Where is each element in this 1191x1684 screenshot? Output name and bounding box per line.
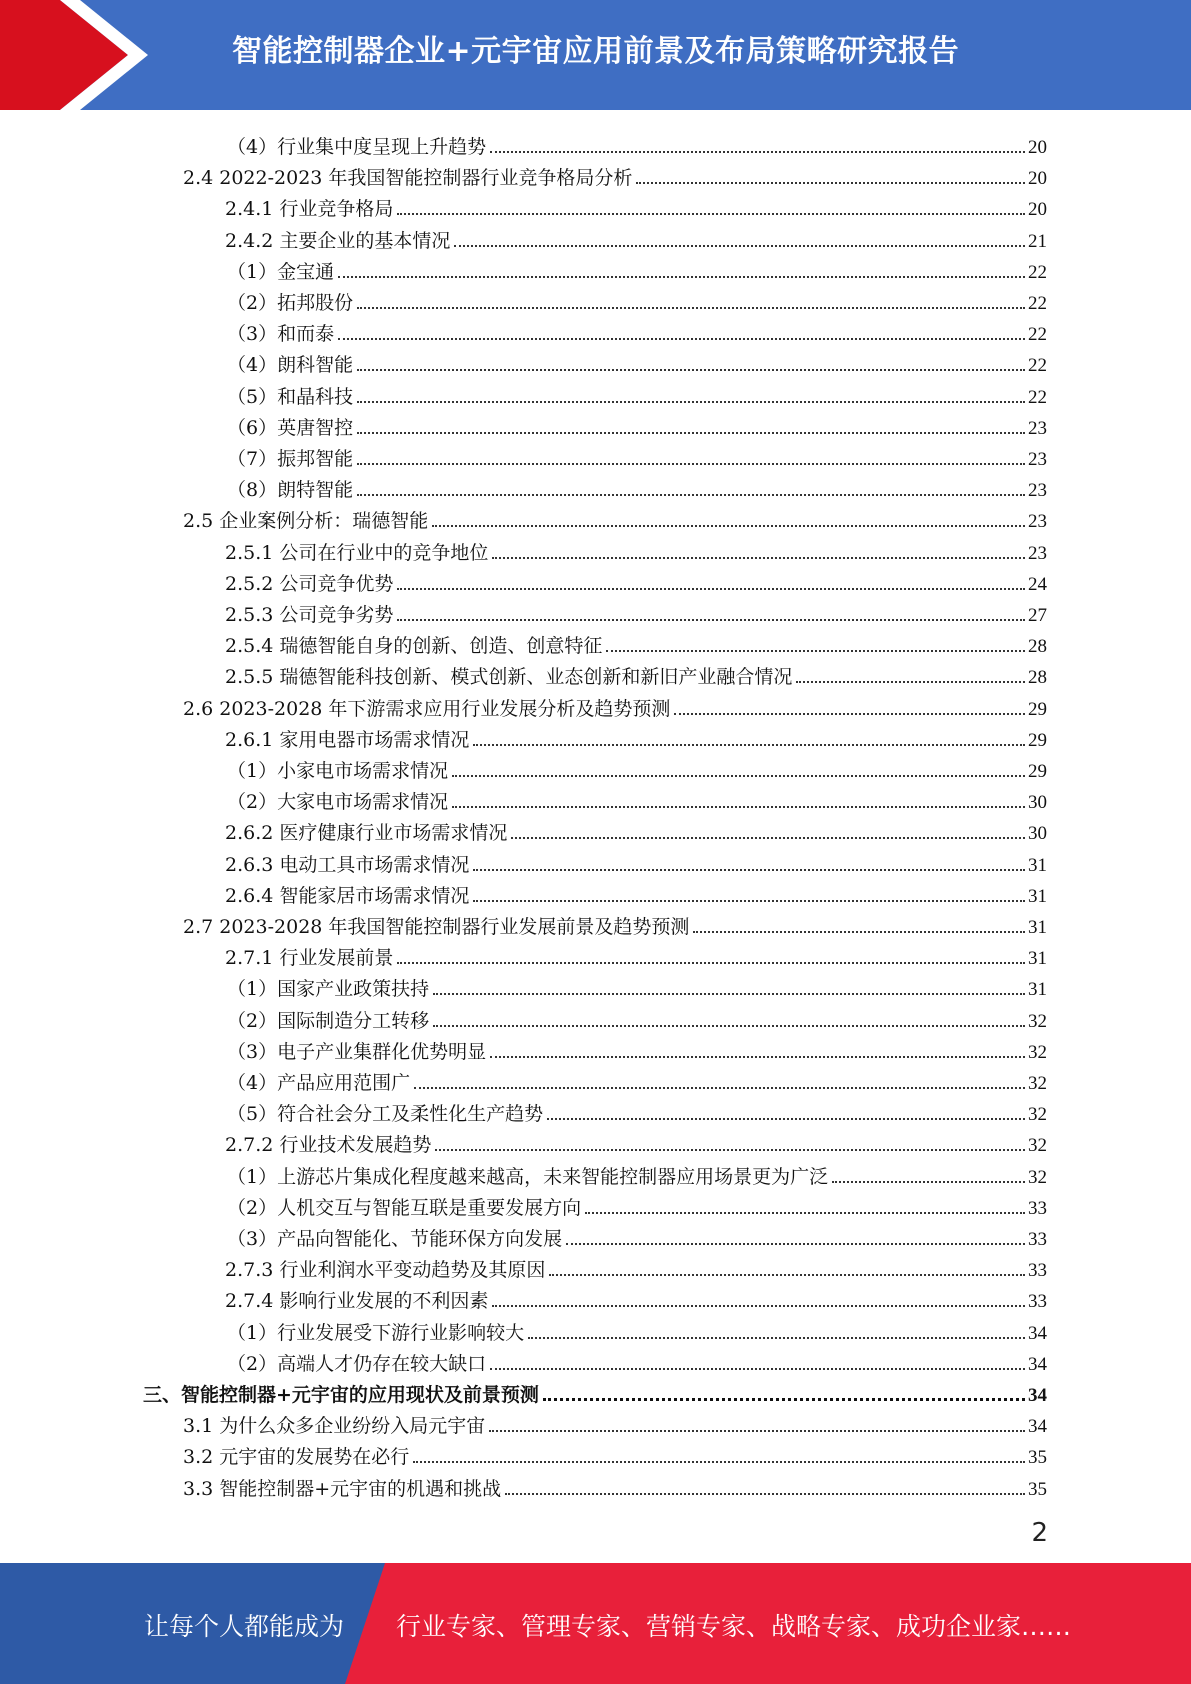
toc-leader-dots [511, 837, 1025, 839]
toc-entry[interactable] [225, 190, 1047, 221]
toc-entry[interactable] [227, 1220, 1047, 1251]
toc-entry-title: （1）行业发展受下游行业影响较大 [227, 1321, 525, 1344]
toc-entry[interactable] [227, 378, 1047, 409]
toc-entry-page: 33 [1028, 1291, 1047, 1313]
toc-entry-page: 23 [1028, 480, 1047, 502]
toc-entry-title: （3）和而泰 [227, 323, 335, 346]
toc-leader-dots [543, 1398, 1025, 1401]
toc-entry[interactable] [225, 596, 1047, 627]
toc-entry-page: 20 [1028, 168, 1047, 190]
toc-entry-title: 2.5.5 瑞德智能科技创新、模式创新、业态创新和新旧产业融合情况 [225, 666, 793, 689]
toc-leader-dots [674, 713, 1025, 715]
toc-entry-title: 3.1 为什么众多企业纷纷入局元宇宙 [183, 1415, 486, 1438]
toc-entry-page: 31 [1028, 979, 1047, 1001]
toc-entry[interactable] [225, 814, 1047, 845]
toc-leader-dots [435, 1149, 1025, 1151]
toc-entry-page: 23 [1028, 449, 1047, 470]
toc-entry[interactable] [227, 1002, 1047, 1033]
toc-leader-dots [473, 744, 1025, 746]
toc-entry-page: 34 [1028, 1385, 1047, 1406]
toc-leader-dots [490, 1368, 1025, 1370]
toc-entry-page: 22 [1028, 355, 1047, 377]
toc-entry-page: 23 [1028, 542, 1047, 564]
toc-leader-dots [693, 931, 1025, 933]
toc-entry[interactable] [183, 908, 1047, 939]
toc-leader-dots [397, 962, 1025, 964]
toc-entry[interactable] [183, 159, 1047, 190]
toc-entry-page: 30 [1028, 823, 1047, 845]
toc-leader-dots [606, 650, 1025, 652]
toc-leader-dots [547, 1118, 1025, 1120]
toc-entry-page: 31 [1028, 948, 1047, 970]
toc-entry[interactable] [227, 346, 1047, 377]
footer-slogan-left: 让每个人都能成为 [144, 1612, 345, 1641]
toc-entry[interactable] [227, 253, 1047, 284]
toc-entry-title: 2.6.4 智能家居市场需求情况 [225, 884, 470, 907]
toc-entry-title: （3）电子产业集群化优势明显 [227, 1040, 487, 1063]
toc-entry[interactable] [225, 877, 1047, 908]
toc-entry-title: 2.7 2023-2028 年我国智能控制器行业发展前景及趋势预测 [183, 916, 690, 938]
toc-leader-dots [413, 1461, 1025, 1463]
toc-entry-title: 2.5.1 公司在行业中的竞争地位 [225, 541, 489, 564]
toc-entry-title: 2.6.3 电动工具市场需求情况 [225, 853, 470, 876]
toc-entry-title: 2.4.2 主要企业的基本情况 [225, 229, 451, 252]
toc-entry-page: 31 [1028, 885, 1047, 907]
toc-leader-dots [452, 806, 1025, 808]
toc-entry-title: 2.6.1 家用电器市场需求情况 [225, 728, 470, 751]
toc-leader-dots [397, 213, 1025, 215]
toc-entry-page: 20 [1028, 199, 1047, 221]
toc-entry[interactable] [183, 1407, 1047, 1438]
toc-leader-dots [357, 401, 1025, 403]
toc-entry[interactable] [227, 1314, 1047, 1345]
toc-entry-title: （1）小家电市场需求情况 [227, 760, 449, 782]
toc-entry-title: 三、智能控制器+元宇宙的应用现状及前景预测 [143, 1384, 539, 1406]
toc-entry-page: 34 [1028, 1353, 1047, 1375]
toc-entry[interactable] [183, 1438, 1047, 1469]
toc-entry-title: （2）高端人才仍存在较大缺口 [227, 1352, 487, 1375]
toc-leader-dots [397, 588, 1025, 590]
toc-entry[interactable] [227, 1189, 1047, 1220]
toc-entry[interactable] [225, 658, 1047, 689]
toc-entry-page: 28 [1028, 667, 1047, 689]
toc-leader-dots [357, 432, 1025, 434]
toc-entry[interactable] [227, 440, 1047, 471]
toc-entry[interactable] [227, 1158, 1047, 1189]
toc-entry-title: （2）人机交互与智能互联是重要发展方向 [227, 1196, 582, 1219]
page-footer [0, 1563, 1191, 1684]
toc-entry[interactable] [183, 690, 1047, 721]
toc-leader-dots [454, 245, 1025, 247]
toc-entry[interactable] [225, 721, 1047, 752]
toc-entry-title: 3.2 元宇宙的发展势在必行 [183, 1446, 410, 1469]
toc-entry-title: 2.7.3 行业利润水平变动趋势及其原因 [225, 1259, 546, 1282]
toc-entry-page: 20 [1028, 137, 1047, 158]
toc-leader-dots [505, 1493, 1025, 1495]
toc-entry-title: 2.5 企业案例分析：瑞德智能 [183, 510, 429, 533]
toc-leader-dots [432, 525, 1025, 527]
toc-entry[interactable] [227, 1033, 1047, 1064]
toc-entry-page: 23 [1028, 417, 1047, 439]
toc-entry-title: 2.6 2023-2028 年下游需求应用行业发展分析及趋势预测 [183, 697, 671, 720]
toc-entry-title: （3）产品向智能化、节能环保方向发展 [227, 1228, 563, 1250]
toc-leader-dots [433, 993, 1025, 995]
toc-leader-dots [357, 369, 1025, 371]
toc-entry[interactable] [225, 565, 1047, 596]
toc-entry-page: 22 [1028, 386, 1047, 408]
toc-leader-dots [490, 1056, 1025, 1058]
toc-entry-page: 21 [1028, 230, 1047, 252]
toc-leader-dots [357, 463, 1025, 465]
toc-entry-title: 2.7.1 行业发展前景 [225, 947, 394, 970]
toc-entry[interactable] [227, 970, 1047, 1001]
toc-entry-page: 32 [1028, 1135, 1047, 1157]
toc-entry-title: 3.3 智能控制器+元宇宙的机遇和挑战 [183, 1477, 502, 1500]
toc-entry-page: 23 [1028, 511, 1047, 533]
toc-entry-title: （4）朗科智能 [227, 354, 354, 377]
toc-entry[interactable] [225, 222, 1047, 253]
toc-leader-dots [452, 775, 1025, 777]
toc-leader-dots [357, 494, 1025, 496]
toc-entry-page: 22 [1028, 293, 1047, 314]
toc-entry-page: 31 [1028, 854, 1047, 876]
toc-entry-title: （1）上游芯片集成化程度越来越高，未来智能控制器应用场景更为广泛 [227, 1165, 829, 1188]
toc-entry-page: 33 [1028, 1229, 1047, 1250]
toc-leader-dots [338, 276, 1025, 278]
toc-entry-page: 30 [1028, 792, 1047, 814]
toc-entry-title: 2.5.3 公司竞争劣势 [225, 604, 394, 626]
toc-entry-page: 34 [1028, 1322, 1047, 1344]
toc-entry-page: 32 [1028, 1166, 1047, 1188]
toc-entry[interactable] [227, 409, 1047, 440]
toc-entry-page: 32 [1028, 1104, 1047, 1126]
toc-leader-dots [338, 338, 1025, 340]
toc-entry[interactable] [227, 783, 1047, 814]
toc-entry[interactable] [227, 128, 1047, 159]
toc-entry-title: （4）产品应用范围广 [227, 1072, 411, 1094]
toc-entry[interactable] [227, 1345, 1047, 1376]
toc-entry-page: 22 [1028, 261, 1047, 283]
toc-leader-dots [490, 151, 1025, 153]
toc-entry-title: （2）拓邦股份 [227, 292, 354, 314]
toc-entry[interactable] [225, 1251, 1047, 1282]
toc-entry[interactable] [225, 534, 1047, 565]
toc-entry[interactable] [227, 471, 1047, 502]
page-number: 2 [1031, 1518, 1048, 1548]
toc-entry[interactable] [225, 627, 1047, 658]
toc-entry-title: （5）和晶科技 [227, 385, 354, 408]
page-header [0, 0, 1191, 110]
toc-leader-dots [414, 1087, 1025, 1089]
toc-leader-dots [489, 1430, 1025, 1432]
toc-entry-title: （6）英唐智控 [227, 416, 354, 439]
toc-entry[interactable] [225, 846, 1047, 877]
toc-entry-page: 29 [1028, 729, 1047, 751]
toc-entry-page: 32 [1028, 1041, 1047, 1063]
toc-entry-title: （2）国际制造分工转移 [227, 1009, 430, 1032]
toc-entry-title: 2.6.2 医疗健康行业市场需求情况 [225, 822, 508, 845]
toc-leader-dots [473, 869, 1025, 871]
toc-entry[interactable] [227, 752, 1047, 783]
toc-leader-dots [796, 681, 1025, 683]
toc-entry-page: 34 [1028, 1416, 1047, 1438]
toc-entry-title: （8）朗特智能 [227, 479, 354, 502]
toc-entry-title: （7）振邦智能 [227, 448, 354, 470]
toc-entry-page: 33 [1028, 1197, 1047, 1219]
toc-leader-dots [357, 307, 1025, 309]
toc-entry[interactable] [143, 1376, 1047, 1407]
toc-leader-dots [636, 182, 1025, 184]
toc-leader-dots [528, 1337, 1025, 1339]
toc-entry-page: 32 [1028, 1010, 1047, 1032]
toc-entry-title: 2.4.1 行业竞争格局 [225, 198, 394, 221]
toc-leader-dots [397, 619, 1025, 621]
toc-entry[interactable] [225, 1282, 1047, 1313]
toc-entry-page: 27 [1028, 605, 1047, 626]
toc-entry-title: 2.4 2022-2023 年我国智能控制器行业竞争格局分析 [183, 167, 633, 190]
toc-leader-dots [492, 1305, 1025, 1307]
toc-entry-page: 32 [1028, 1073, 1047, 1094]
toc-entry[interactable] [225, 1126, 1047, 1157]
toc-entry[interactable] [225, 939, 1047, 970]
toc-leader-dots [585, 1212, 1025, 1214]
toc-entry[interactable] [227, 1064, 1047, 1095]
toc-entry-page: 24 [1028, 573, 1047, 595]
toc-entry-page: 28 [1028, 636, 1047, 658]
toc-entry-title: （1）国家产业政策扶持 [227, 978, 430, 1001]
toc-entry-title: 2.5.4 瑞德智能自身的创新、创造、创意特征 [225, 635, 603, 658]
toc-entry-page: 35 [1028, 1447, 1047, 1469]
toc-entry-title: （2）大家电市场需求情况 [227, 791, 449, 814]
toc-leader-dots [832, 1181, 1025, 1183]
toc-entry[interactable] [183, 502, 1047, 533]
toc-entry-title: （1）金宝通 [227, 260, 335, 283]
toc-leader-dots [549, 1274, 1025, 1276]
toc-entry-page: 29 [1028, 761, 1047, 782]
toc-entry-title: （4）行业集中度呈现上升趋势 [227, 136, 487, 158]
toc-entry-page: 29 [1028, 698, 1047, 720]
toc-entry-title: 2.7.2 行业技术发展趋势 [225, 1134, 432, 1157]
toc-entry-page: 22 [1028, 324, 1047, 346]
toc-entry[interactable] [227, 315, 1047, 346]
toc-entry-page: 35 [1028, 1478, 1047, 1500]
toc-leader-dots [473, 900, 1025, 902]
toc-entry[interactable] [183, 1470, 1047, 1501]
toc-leader-dots [566, 1243, 1025, 1245]
toc-entry-page: 31 [1028, 917, 1047, 938]
footer-slogan-right: 行业专家、管理专家、营销专家、战略专家、成功企业家…… [396, 1612, 1072, 1641]
toc-leader-dots [492, 557, 1025, 559]
toc-entry-title: （5）符合社会分工及柔性化生产趋势 [227, 1103, 544, 1126]
toc-entry-title: 2.7.4 影响行业发展的不利因素 [225, 1290, 489, 1313]
toc-leader-dots [433, 1025, 1025, 1027]
report-title: 智能控制器企业+元宇宙应用前景及布局策略研究报告 [232, 34, 960, 69]
toc-entry[interactable] [227, 1095, 1047, 1126]
toc-entry-title: 2.5.2 公司竞争优势 [225, 572, 394, 595]
toc-entry[interactable] [227, 284, 1047, 315]
toc-entry-page: 33 [1028, 1260, 1047, 1282]
